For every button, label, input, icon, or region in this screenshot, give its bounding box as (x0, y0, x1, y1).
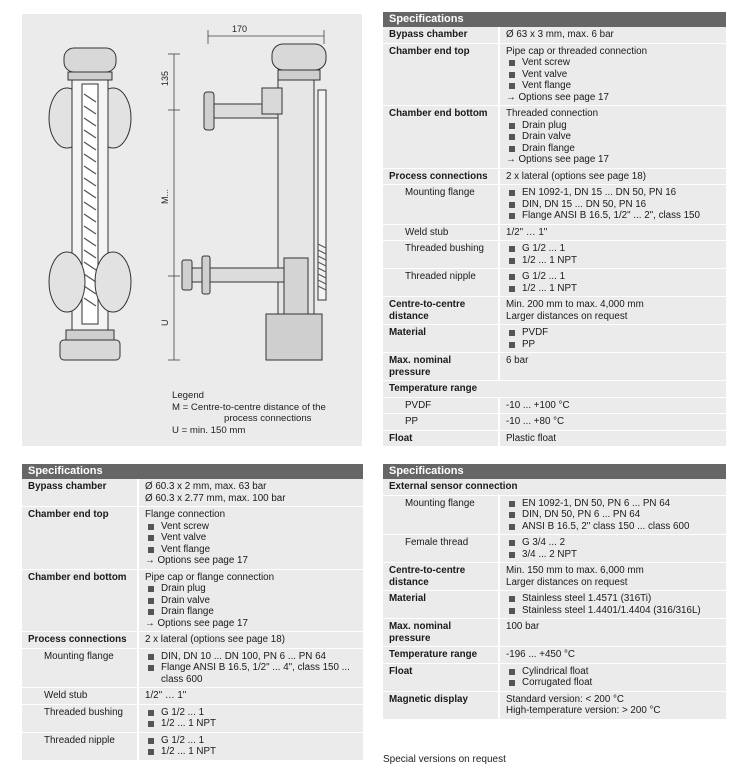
spec-bullet-item (145, 707, 357, 719)
spec-bullet-item (506, 677, 720, 689)
spec-row-key: Temperature range (383, 381, 726, 397)
spec-value-line (506, 108, 720, 120)
spec-value-line (145, 481, 357, 493)
square-bullet-icon (148, 665, 154, 671)
spec-value-line (506, 355, 720, 367)
spec-value-text: Vent valve (522, 68, 568, 80)
spec-value-text: Ø 60.3 x 2.77 mm, max. 100 bar (145, 492, 286, 504)
spec-row-key: Max. nominal pressure (383, 353, 500, 380)
spec-row-key: Material (383, 591, 500, 618)
spec-row-key: Centre-to-centre distance (383, 297, 500, 324)
spec-row-key: Mounting flange (383, 185, 500, 224)
square-bullet-icon (509, 524, 515, 530)
square-bullet-icon (509, 680, 515, 686)
spec-row (383, 535, 726, 563)
spec-row-value (500, 27, 726, 43)
spec-row (22, 507, 363, 570)
spec-row (22, 705, 363, 733)
spec-row (383, 27, 726, 44)
square-bullet-icon (148, 710, 154, 716)
spec-row-key: PP (383, 414, 500, 430)
square-bullet-icon (509, 330, 515, 336)
spec-bullet-item (145, 532, 357, 544)
spec-row-key: Max. nominal pressure (383, 619, 500, 646)
square-bullet-icon (509, 134, 515, 140)
spec-row-key: External sensor connection (383, 479, 726, 495)
spec-value-text: 1/2 ... 1 NPT (522, 282, 577, 294)
spec-bullet-item (506, 537, 720, 549)
spec-row-value (500, 398, 726, 414)
spec-value-text: DIN, DN 10 ... DN 100, PN 6 ... PN 64 (161, 650, 326, 662)
spec-row (383, 269, 726, 297)
spec-bullet-item (506, 80, 720, 92)
spec-bullet-item (506, 283, 720, 295)
spec-value-line (145, 634, 357, 646)
spec-row (383, 431, 726, 448)
spec-value-line (506, 171, 720, 183)
spec-row-value (500, 431, 726, 447)
dimension-u-label: U (160, 319, 170, 326)
gauge-side-view (182, 44, 326, 360)
spec-bullet-item (506, 69, 720, 81)
spec-row-key: Chamber end bottom (383, 106, 500, 168)
spec-row (383, 664, 726, 692)
square-bullet-icon (509, 246, 515, 252)
spec-value-line (506, 299, 720, 311)
spec-row-value (500, 225, 726, 241)
spec-row (383, 225, 726, 242)
spec-row-value (139, 688, 363, 704)
spec-value-text: High-temperature version: > 200 °C (506, 705, 661, 716)
spec-value-line (145, 690, 357, 702)
spec-table-title: Specifications (22, 464, 363, 479)
spec-row (383, 169, 726, 186)
spec-row-value (139, 479, 363, 506)
spec-row-key: Float (383, 431, 500, 447)
spec-row (383, 591, 726, 619)
spec-value-text: Larger distances on request (506, 310, 628, 322)
square-bullet-icon (509, 60, 515, 66)
spec-value-text: Flange connection (145, 509, 226, 520)
spec-value-line (506, 46, 720, 58)
square-bullet-icon (148, 738, 154, 744)
spec-value-text: Flange ANSI B 16.5, 1/2" ... 4", class 150 ... class 600 (161, 662, 350, 685)
spec-row-value (139, 507, 363, 569)
square-bullet-icon (509, 202, 515, 208)
spec-value-text: PP (522, 338, 536, 350)
spec-value-text: Vent screw (161, 520, 209, 532)
spec-row (383, 414, 726, 431)
square-bullet-icon (148, 547, 154, 553)
spec-bullet-item (506, 549, 720, 561)
spec-value-text: G 1/2 ... 1 (161, 734, 205, 746)
square-bullet-icon (148, 524, 154, 530)
spec-value-text: -10 ... +80 °C (506, 416, 565, 427)
spec-row (383, 692, 726, 720)
spec-value-text: → Options see page 17 (145, 617, 248, 629)
spec-value-text: Drain plug (161, 583, 206, 594)
spec-bullet-item (506, 509, 720, 521)
spec-value-text: Min. 200 mm to max. 4,000 mm (506, 299, 644, 310)
spec-value-line (506, 154, 720, 166)
spec-value-text: G 1/2 ... 1 (522, 243, 566, 254)
spec-bullet-item (506, 593, 720, 605)
spec-value-text: Threaded connection (506, 108, 599, 119)
spec-row-key: Process connections (383, 169, 500, 185)
square-bullet-icon (509, 512, 515, 518)
spec-row (383, 479, 726, 496)
square-bullet-icon (509, 501, 515, 507)
spec-bullet-item (145, 735, 357, 747)
square-bullet-icon (509, 608, 515, 614)
spec-table-pvdf-pp (383, 12, 726, 447)
spec-row-value (139, 632, 363, 648)
spec-row (22, 632, 363, 649)
spec-value-text: Min. 150 mm to max. 6,000 mm (506, 565, 644, 576)
spec-bullet-item (506, 605, 720, 617)
spec-table-title: Specifications (383, 12, 726, 27)
drawing-legend (172, 390, 326, 436)
spec-bullet-item (145, 521, 357, 533)
spec-bullet-item (145, 662, 357, 685)
spec-value-line (506, 92, 720, 104)
spec-row-value (500, 241, 726, 268)
spec-value-text: Drain plug (522, 119, 567, 131)
spec-row-key: Temperature range (383, 647, 500, 663)
spec-row (383, 563, 726, 591)
spec-value-text: Stainless steel 1.4401/1.4404 (316/316L) (522, 604, 701, 616)
spec-row-value (500, 297, 726, 324)
spec-row (383, 647, 726, 664)
spec-row (383, 496, 726, 536)
spec-value-line (506, 649, 720, 661)
spec-row-value (500, 414, 726, 430)
spec-bullet-item (506, 255, 720, 267)
square-bullet-icon (509, 83, 515, 89)
spec-value-text: 1/2" … 1" (145, 690, 187, 701)
spec-value-line (506, 433, 720, 445)
technical-drawing (22, 14, 362, 446)
spec-row-value (500, 269, 726, 296)
spec-row-value (139, 705, 363, 732)
square-bullet-icon (509, 190, 515, 196)
footnote-special-versions: Special versions on request (383, 754, 506, 765)
spec-value-text: Vent flange (161, 543, 211, 555)
spec-value-text: Drain valve (522, 131, 572, 142)
spec-bullet-item (506, 666, 720, 678)
spec-row-key: Chamber end top (383, 44, 500, 106)
level-gauge-drawing-svg (22, 14, 362, 446)
square-bullet-icon (509, 552, 515, 558)
spec-row-key: Bypass chamber (22, 479, 139, 506)
spec-bullet-item (506, 143, 720, 155)
spec-table-external-sensor (383, 464, 726, 720)
spec-row-value (139, 649, 363, 688)
spec-value-text: EN 1092-1, DN 15 ... DN 50, PN 16 (522, 187, 677, 198)
spec-row (383, 106, 726, 169)
spec-row (383, 185, 726, 225)
spec-row-key: Female thread (383, 535, 500, 562)
spec-value-text: 100 bar (506, 621, 540, 632)
spec-row (383, 325, 726, 353)
gauge-front-view (49, 48, 131, 360)
spec-bullet-item (145, 651, 357, 663)
spec-row-value (500, 647, 726, 663)
spec-value-text: Cylindrical float (522, 665, 589, 677)
spec-row-value (500, 619, 726, 646)
spec-row-key: Threaded bushing (22, 705, 139, 732)
spec-value-line (506, 621, 720, 633)
spec-row-value (500, 185, 726, 224)
spec-row-value (500, 106, 726, 168)
spec-value-line (506, 227, 720, 239)
spec-row (383, 241, 726, 269)
spec-bullet-item (506, 57, 720, 69)
spec-value-text: Vent valve (161, 532, 207, 543)
spec-value-text: 1/2" … 1" (506, 226, 548, 238)
spec-value-text: Plastic float (506, 432, 557, 444)
spec-bullet-item (145, 583, 357, 595)
spec-bullet-item (145, 544, 357, 556)
spec-value-text: Drain flange (522, 142, 575, 154)
spec-value-line (506, 694, 720, 706)
square-bullet-icon (148, 749, 154, 755)
spec-row-key: Chamber end bottom (22, 570, 139, 632)
spec-bullet-item (506, 131, 720, 143)
square-bullet-icon (509, 146, 515, 152)
spec-value-text: → Options see page 17 (145, 555, 248, 566)
spec-row-key: Bypass chamber (383, 27, 500, 43)
spec-value-text: G 1/2 ... 1 (522, 271, 566, 282)
spec-table-title: Specifications (383, 464, 726, 479)
dimension-135-label: 135 (160, 70, 170, 86)
spec-row-value (500, 169, 726, 185)
square-bullet-icon (509, 540, 515, 546)
spec-row-key: Weld stub (383, 225, 500, 241)
square-bullet-icon (148, 721, 154, 727)
spec-row (383, 381, 726, 398)
spec-value-text: 1/2 ... 1 NPT (161, 718, 216, 729)
spec-value-text: Ø 63 x 3 mm, max. 6 bar (506, 29, 614, 40)
spec-bullet-item (145, 595, 357, 607)
spec-value-text: Standard version: < 200 °C (506, 693, 625, 705)
spec-row-value (500, 353, 726, 380)
spec-value-text: → Options see page 17 (506, 91, 609, 103)
spec-value-line (506, 416, 720, 428)
spec-value-text: 1/2 ... 1 NPT (161, 746, 216, 757)
spec-bullet-item (506, 210, 720, 222)
spec-value-text: 3/4 ... 2 NPT (522, 548, 577, 560)
spec-row-key: Centre-to-centre distance (383, 563, 500, 590)
spec-value-text: DIN, DN 50, PN 6 ... PN 64 (522, 509, 641, 520)
square-bullet-icon (509, 258, 515, 264)
spec-value-text: 2 x lateral (options see page 18) (506, 170, 646, 182)
square-bullet-icon (148, 598, 154, 604)
spec-value-text: Pipe cap or flange connection (145, 571, 275, 583)
spec-value-text: Vent screw (522, 57, 570, 68)
square-bullet-icon (509, 72, 515, 78)
spec-value-text: -10 ... +100 °C (506, 399, 570, 411)
spec-bullet-item (506, 339, 720, 351)
spec-value-line (145, 555, 357, 567)
spec-row-key: Material (383, 325, 500, 352)
spec-bullet-item (145, 718, 357, 730)
spec-bullet-item (506, 120, 720, 132)
spec-value-text: 2 x lateral (options see page 18) (145, 634, 285, 645)
spec-value-text: 1/2 ... 1 NPT (522, 254, 577, 266)
spec-bullet-item (506, 327, 720, 339)
spec-value-text: → Options see page 17 (506, 154, 609, 165)
spec-row (383, 398, 726, 415)
spec-row-key: Magnetic display (383, 692, 500, 719)
spec-value-line (506, 400, 720, 412)
spec-row-key: Threaded nipple (22, 733, 139, 760)
square-bullet-icon (509, 596, 515, 602)
spec-row (383, 297, 726, 325)
spec-bullet-item (506, 498, 720, 510)
spec-value-text: Pipe cap or threaded connection (506, 45, 648, 57)
square-bullet-icon (509, 274, 515, 280)
spec-bullet-item (506, 521, 720, 533)
spec-row-value (500, 325, 726, 352)
spec-value-text: Drain flange (161, 606, 214, 617)
square-bullet-icon (509, 342, 515, 348)
spec-row (22, 479, 363, 507)
spec-value-text: EN 1092-1, DN 50, PN 6 ... PN 64 (522, 497, 671, 509)
spec-row-key: Threaded bushing (383, 241, 500, 268)
spec-value-text: PVDF (522, 327, 549, 338)
legend-title: Legend (172, 390, 205, 401)
spec-value-text: ANSI B 16.5, 2" class 150 ... class 600 (522, 520, 690, 532)
spec-row-value (500, 535, 726, 562)
spec-value-text: -196 ... +450 °C (506, 649, 575, 660)
spec-value-line (145, 493, 357, 505)
spec-row-key: PVDF (383, 398, 500, 414)
dimension-m-label: M... (160, 189, 170, 204)
spec-value-text: Vent flange (522, 80, 572, 91)
spec-value-line (506, 29, 720, 41)
spec-bullet-item (506, 199, 720, 211)
spec-value-text: G 3/4 ... 2 (522, 537, 566, 548)
square-bullet-icon (148, 609, 154, 615)
spec-bullet-item (145, 606, 357, 618)
spec-value-line (145, 509, 357, 521)
square-bullet-icon (148, 535, 154, 541)
spec-row-value (139, 733, 363, 760)
spec-row-value (500, 692, 726, 719)
spec-value-text: Drain valve (161, 594, 211, 606)
spec-value-line (506, 565, 720, 577)
spec-row (22, 649, 363, 689)
spec-row (22, 733, 363, 761)
spec-row-value (500, 496, 726, 535)
spec-bullet-item (145, 746, 357, 758)
spec-bullet-item (506, 271, 720, 283)
spec-value-text: 6 bar (506, 355, 529, 366)
spec-value-text: Ø 60.3 x 2 mm, max. 63 bar (145, 481, 267, 492)
spec-value-line (506, 705, 720, 717)
spec-value-line (506, 577, 720, 589)
spec-row-key: Process connections (22, 632, 139, 648)
spec-row-value (500, 664, 726, 691)
spec-row-key: Mounting flange (383, 496, 500, 535)
square-bullet-icon (509, 213, 515, 219)
spec-value-text: Flange ANSI B 16.5, 1/2" ... 2", class 150 (522, 210, 700, 221)
square-bullet-icon (509, 123, 515, 129)
square-bullet-icon (148, 586, 154, 592)
square-bullet-icon (148, 654, 154, 660)
spec-bullet-item (506, 243, 720, 255)
spec-row (383, 619, 726, 647)
spec-row-key: Mounting flange (22, 649, 139, 688)
spec-row-key: Weld stub (22, 688, 139, 704)
spec-row-value (500, 591, 726, 618)
spec-value-text: Corrugated float (522, 677, 593, 688)
spec-row-value (500, 44, 726, 106)
spec-row (383, 353, 726, 381)
spec-row-value (500, 563, 726, 590)
spec-value-text: Stainless steel 1.4571 (316Ti) (522, 593, 652, 604)
spec-bullet-item (506, 187, 720, 199)
square-bullet-icon (509, 669, 515, 675)
spec-row (383, 44, 726, 107)
spec-value-text: G 1/2 ... 1 (161, 706, 205, 718)
spec-table-stainless-bypass (22, 464, 363, 761)
spec-value-text: DIN, DN 15 ... DN 50, PN 16 (522, 198, 647, 210)
legend-line-1: M = Centre-to-centre distance of the (172, 401, 326, 413)
spec-value-text: Larger distances on request (506, 576, 628, 588)
spec-value-line (506, 311, 720, 323)
spec-row-key: Threaded nipple (383, 269, 500, 296)
spec-row (22, 570, 363, 633)
legend-line-2: process connections (224, 413, 312, 424)
legend-line-3: U = min. 150 mm (172, 424, 246, 436)
square-bullet-icon (509, 286, 515, 292)
spec-row (22, 688, 363, 705)
dimension-170-label: 170 (232, 24, 248, 34)
spec-row-key: Chamber end top (22, 507, 139, 569)
spec-value-line (145, 618, 357, 630)
spec-row-value (139, 570, 363, 632)
spec-row-key: Float (383, 664, 500, 691)
spec-value-line (145, 572, 357, 584)
